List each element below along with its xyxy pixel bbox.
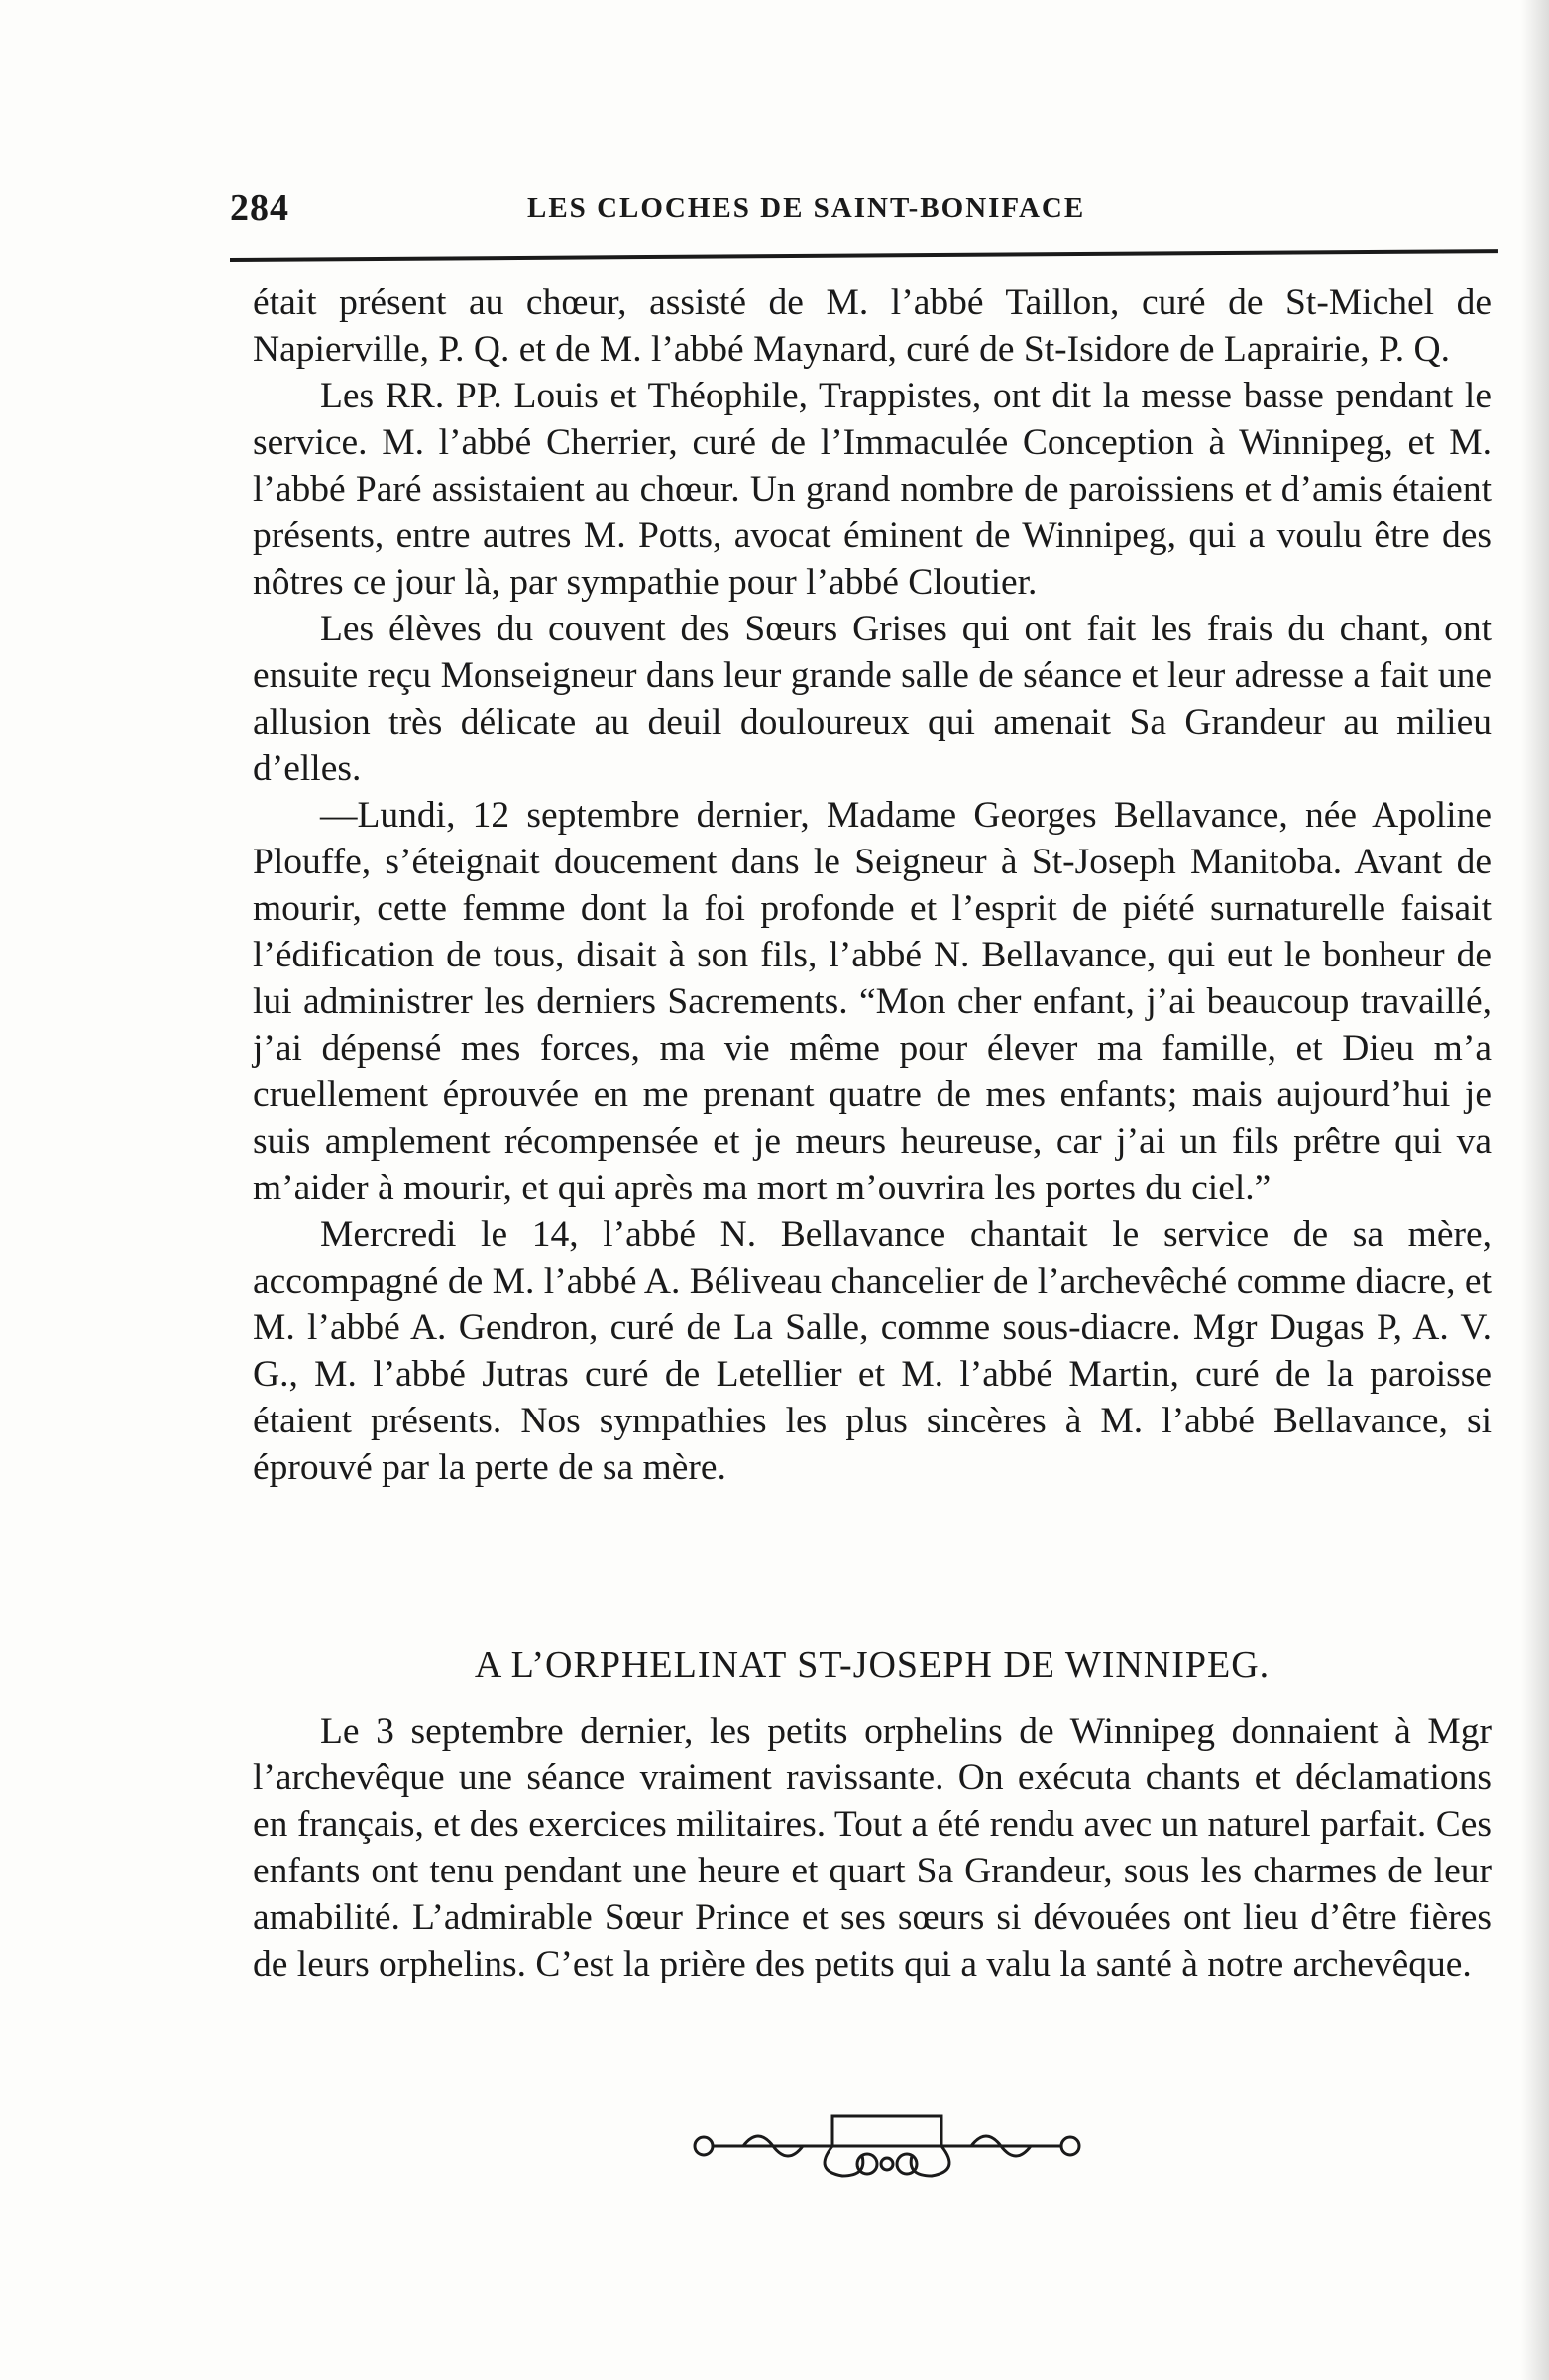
paragraph-5: Mercredi le 14, l’abbé N. Bellavance chantait le service de sa mère, accompagné de M. l’abbé A. Béliveau chancelier de l’archevêché comme diacre, et M. l’abbé A. Gendron, curé de La Salle, comme sous-diacre. Mgr Dugas P, A. V. G., M. l’abbé Jutras curé de Letellier et M. l’abbé Martin, curé de la paroisse étaient présents. Nos sympathies les plus sincères à M. l’abbé Bellavance, si éprouvé par la perte de sa mère. [253,1214,1492,1488]
paragraph-4: —Lundi, 12 septembre dernier, Madame Georges Bellavance, née Apoline Plouffe, s’éteignait doucement dans le Seigneur à St-Joseph Manitoba. Avant de mourir, cette femme dont la foi profonde et l’esprit de piété surnaturelle faisait l’édification de tous, disait à son fils, l’abbé N. Bellavance, qui eut le bonheur de lui administrer les derniers Sacrements. “Mon cher enfant, j’ai beaucoup travaillé, j’ai dépensé mes forces, ma vie même pour élever ma famille, et Dieu m’a cruellement éprouvée en me prenant quatre de mes enfants; mais aujourd’hui je suis amplement récompensée et je meurs heureuse, car j’ai un fils prêtre qui va m’aider à mourir, et qui après ma mort m’ouvrira les portes du ciel.” [253,795,1492,1208]
decorative-ornament-icon [684,2106,1090,2186]
page-edge-shadow [1521,0,1549,2380]
running-head: LES CLOCHES DE SAINT-BONIFACE [527,192,1086,224]
section-paragraph: Le 3 septembre dernier, les petits orphelins de Winnipeg donnaient à Mgr l’archevêque une séance vraiment ravissante. On exécuta chants et déclamations en français, et des exercices militaires. Tout a été rendu avec un naturel parfait. Ces enfants ont tenu pendant une heure et quart Sa Grandeur, sous les charmes de leur amabilité. L’admirable Sœur Prince et ses sœurs si dévouées ont lieu d’être fières de leurs orphelins. C’est la prière des petits qui a valu la santé à notre archevêque. [253,1711,1492,1984]
paragraph-3: Les élèves du couvent des Sœurs Grises qui ont fait les frais du chant, ont ensuite reçu Monseigneur dans leur grande salle de séance et leur adresse a fait une allusion très délicate au deuil douloureux qui amenait Sa Grandeur au milieu d’elles. [253,609,1492,789]
header-rule [230,249,1498,262]
body-text [253,280,1492,1491]
section-body [253,1708,1492,1987]
paragraph-2: Les RR. PP. Louis et Théophile, Trappistes, ont dit la messe basse pendant le service. M. l’abbé Cherrier, curé de l’Immaculée Conception à Winnipeg, et M. l’abbé Paré assistaient au chœur. Un grand nombre de paroissiens et d’amis étaient présents, entre autres M. Potts, avocat éminent de Winnipeg, qui a voulu être des nôtres ce jour là, par sympathie pour l’abbé Cloutier. [253,376,1492,603]
section-title: A L’ORPHELINAT ST-JOSEPH DE WINNIPEG. [474,1644,1271,1686]
paragraph-1: était présent au chœur, assisté de M. l’abbé Taillon, curé de St-Michel de Napierville, P. Q. et de M. l’abbé Maynard, curé de St-Isidore de Laprairie, P. Q. [253,283,1492,370]
page-header [230,186,1498,246]
page-number: 284 [230,187,289,229]
